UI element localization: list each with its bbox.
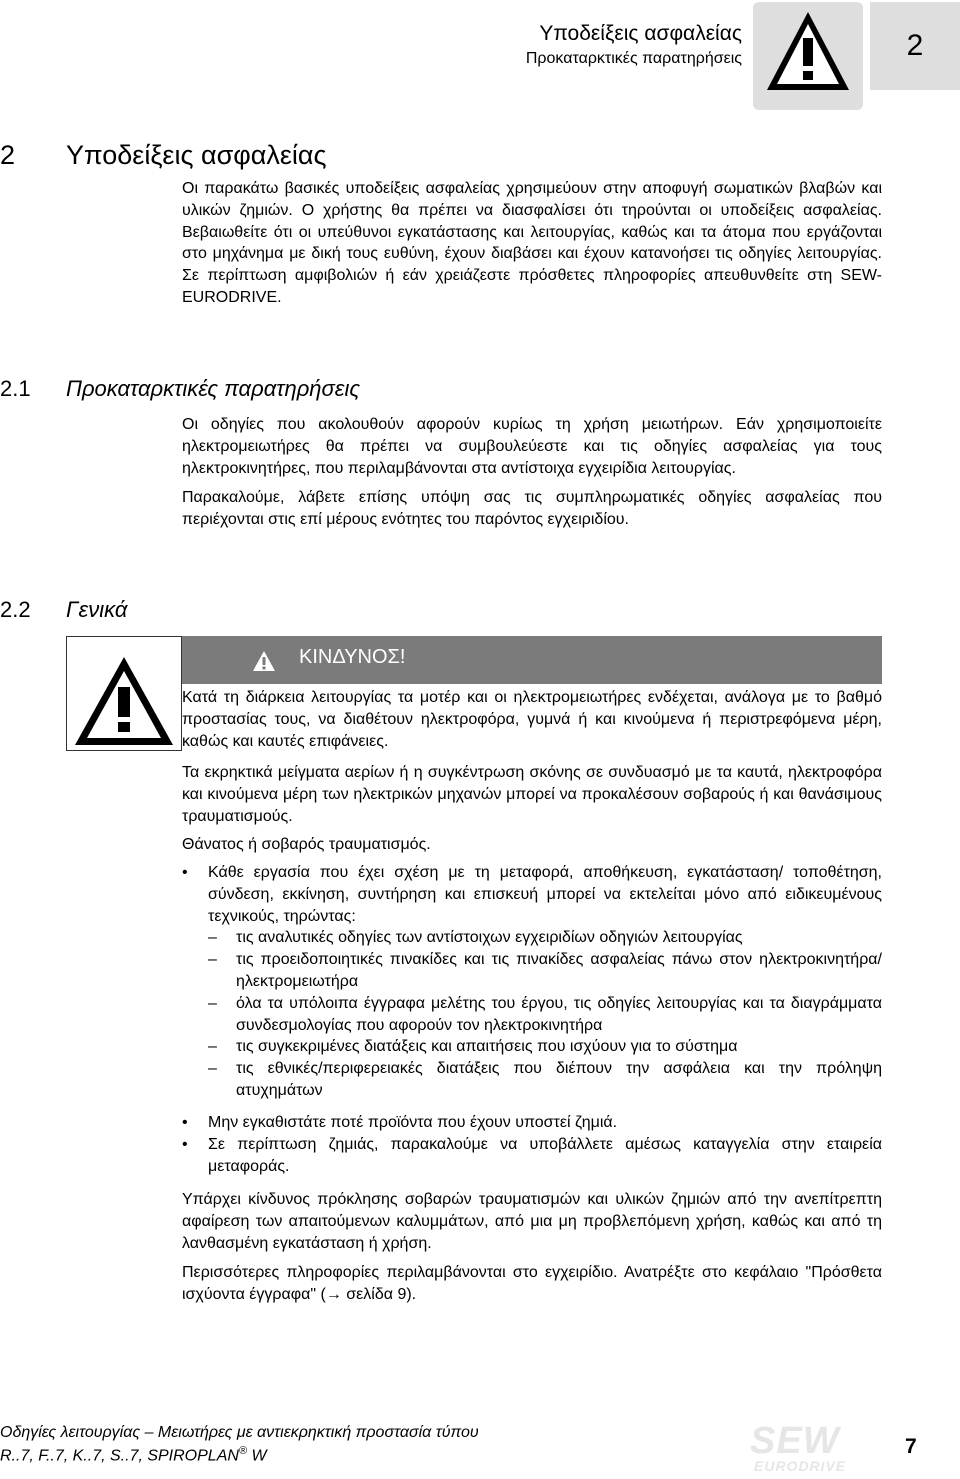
footer-product-types bbox=[0, 1445, 267, 1465]
paragraph: Θάνατος ή σοβαρός τραυματισμός. bbox=[182, 836, 431, 853]
page-number: 7 bbox=[905, 1435, 917, 1458]
header-subtitle: Προκαταρκτικές παρατηρήσεις bbox=[525, 50, 742, 67]
list-item: – τις συγκεκριμένες διατάξεις και απαιτήσεις που ισχύουν για το σύστημα bbox=[208, 1036, 882, 1058]
bullet-list bbox=[182, 1112, 882, 1177]
warning-triangle-icon bbox=[73, 655, 175, 747]
bullet-text: Κάθε εργασία που έχει σχέση με τη μεταφορά, αποθήκευση, εγκατάσταση/ τοποθέτηση, σύνδεση, εκκίνηση, συντήρηση και επισκευή μπορεί να εκτελείται μόνο από ειδικευμένους τεχνικούς, τηρώντας: bbox=[208, 864, 882, 925]
list-item: – τις εθνικές/περιφερειακές διατάξεις που διέπουν την ασφάλεια και την πρόληψη ατυχημάτων bbox=[208, 1058, 882, 1102]
logo-text: SEW bbox=[750, 1420, 840, 1462]
subsection-title: Γενικά bbox=[66, 597, 128, 622]
danger-label: ΚΙΝΔΥΝΟΣ! bbox=[299, 646, 406, 668]
footer-types-suffix: W bbox=[247, 1447, 267, 1465]
footer-doc-title: Οδηγίες λειτουργίας – Μειωτήρες με αντιεκρηκτική προστασία τύπου bbox=[0, 1424, 479, 1441]
paragraph: Παρακαλούμε, λάβετε επίσης υπόψη σας τις συμπληρωματικές οδηγίες ασφαλείας που περιέχονται στις επί μέρους ενότητες του παρόντος εγχειριδίου. bbox=[182, 489, 882, 528]
sub-list bbox=[208, 927, 882, 1101]
chapter-number: 2 bbox=[870, 2, 960, 90]
list-item: • Μην εγκαθιστάτε ποτέ προϊόντα που έχουν υποστεί ζημιά. bbox=[182, 1112, 882, 1134]
header-warning-box bbox=[753, 2, 863, 110]
paragraph: Οι οδηγίες που ακολουθούν αφορούν κυρίως τη χρήση μειωτήρων. Εάν χρησιμοποιείτε ηλεκτρομειωτήρες θα πρέπει να συμβουλεύεστε και τις οδηγίες ασφαλείας για τους ηλεκτροκινητήρες, που περιλαμβάνονται στα αντίστοιχα εγχειρίδια λειτουργίας. bbox=[182, 416, 882, 477]
paragraph: Υπάρχει κίνδυνος πρόκλησης σοβαρών τραυματισμών και υλικών ζημιών από την ανεπίτρεπτη αφαίρεση των απαιτούμενων καλυμμάτων, από μια μη προβλεπόμενη χρήση, καθώς και από τη λανθασμένη εγκατάσταση ή χρήση. bbox=[182, 1191, 882, 1252]
paragraph: Τα εκρηκτικά μείγματα αερίων ή η συγκέντρωση σκόνης σε συνδυασμό με τα καυτά, ηλεκτροφόρα και κινούμενα μέρη των ηλεκτρικών μηχανών μπορεί να προκαλέσουν σοβαρούς ή και θανάσιμους τραυματισμούς. bbox=[182, 764, 882, 825]
section-number: 2 bbox=[0, 140, 16, 170]
subsection-number: 2.1 bbox=[0, 376, 31, 401]
list-item: – όλα τα υπόλοιπα έγγραφα μελέτης του έργου, τις οδηγίες λειτουργίας και τα διαγράμματα συνδεσμολογίας που αφορούν τον ηλεκτροκινητήρα bbox=[208, 993, 882, 1037]
paragraph: Κατά τη διάρκεια λειτουργίας τα μοτέρ και οι ηλεκτρομειωτήρες ενδέχεται, ανάλογα με το βαθμό προστασίας τους, να διαθέτουν ηλεκτροφόρα, γυμνά ή και κινούμενα ή περιστρεφόμενα μέρη, καθώς και καυτές επιφάνειες. bbox=[182, 689, 882, 750]
warning-triangle-icon bbox=[765, 10, 851, 92]
hazard-symbol-box bbox=[66, 636, 182, 751]
bullet-list bbox=[182, 862, 882, 1102]
subsection-number: 2.2 bbox=[0, 597, 31, 622]
danger-banner bbox=[182, 636, 882, 684]
registered-mark: ® bbox=[238, 1445, 248, 1457]
footer-types-text: R..7, F..7, K..7, S..7, SPIROPLAN bbox=[0, 1447, 239, 1465]
warning-triangle-icon bbox=[252, 650, 276, 672]
list-item: – τις αναλυτικές οδηγίες των αντίστοιχων εγχειριδίων οδηγιών λειτουργίας bbox=[208, 927, 882, 949]
list-item: • Σε περίπτωση ζημιάς, παρακαλούμε να υποβάλλετε αμέσως καταγγελία στην εταιρεία μεταφοράς. bbox=[182, 1134, 882, 1178]
section-intro: Οι παρακάτω βασικές υποδείξεις ασφαλείας χρησιμεύουν στην αποφυγή σωματικών βλαβών και υλικών ζημιών. Ο χρήστης θα πρέπει να διασφαλίσει ότι τηρούνται οι υποδείξεις ασφαλείας. Βεβαιωθείτε ότι οι υπεύθυνοι εγκατάστασης και λειτουργίας, καθώς και τα άτομα που εργάζονται στο μηχάνημα με δική τους ευθύνη, έχουν διαβάσει και έχουν κατανοήσει τις οδηγίες λειτουργίας. Σε περίπτωση αμφιβολιών ή εάν χρειάζεστε πρόσθετες πληροφορίες απευθυνθείτε στη SEW-EURODRIVE. bbox=[182, 180, 882, 306]
list-item: – τις προειδοποιητικές πινακίδες και τις πινακίδες ασφαλείας πάνω στον ηλεκτροκινητήρα/ηλεκτρομειωτήρα bbox=[208, 949, 882, 993]
header-title: Υποδείξεις ασφαλείας bbox=[539, 22, 742, 45]
subsection-title: Προκαταρκτικές παρατηρήσεις bbox=[66, 376, 361, 401]
paragraph: Περισσότερες πληροφορίες περιλαμβάνονται στο εγχειρίδιο. Ανατρέξτε στο κεφάλαιο "Πρόσθετα ισχύοντα έγγραφα" (→ σελίδα 9). bbox=[182, 1264, 882, 1303]
sew-eurodrive-logo bbox=[750, 1420, 860, 1478]
section-title: Υποδείξεις ασφαλείας bbox=[66, 140, 327, 170]
list-item bbox=[182, 862, 882, 1102]
logo-subtext: EURODRIVE bbox=[754, 1458, 847, 1474]
